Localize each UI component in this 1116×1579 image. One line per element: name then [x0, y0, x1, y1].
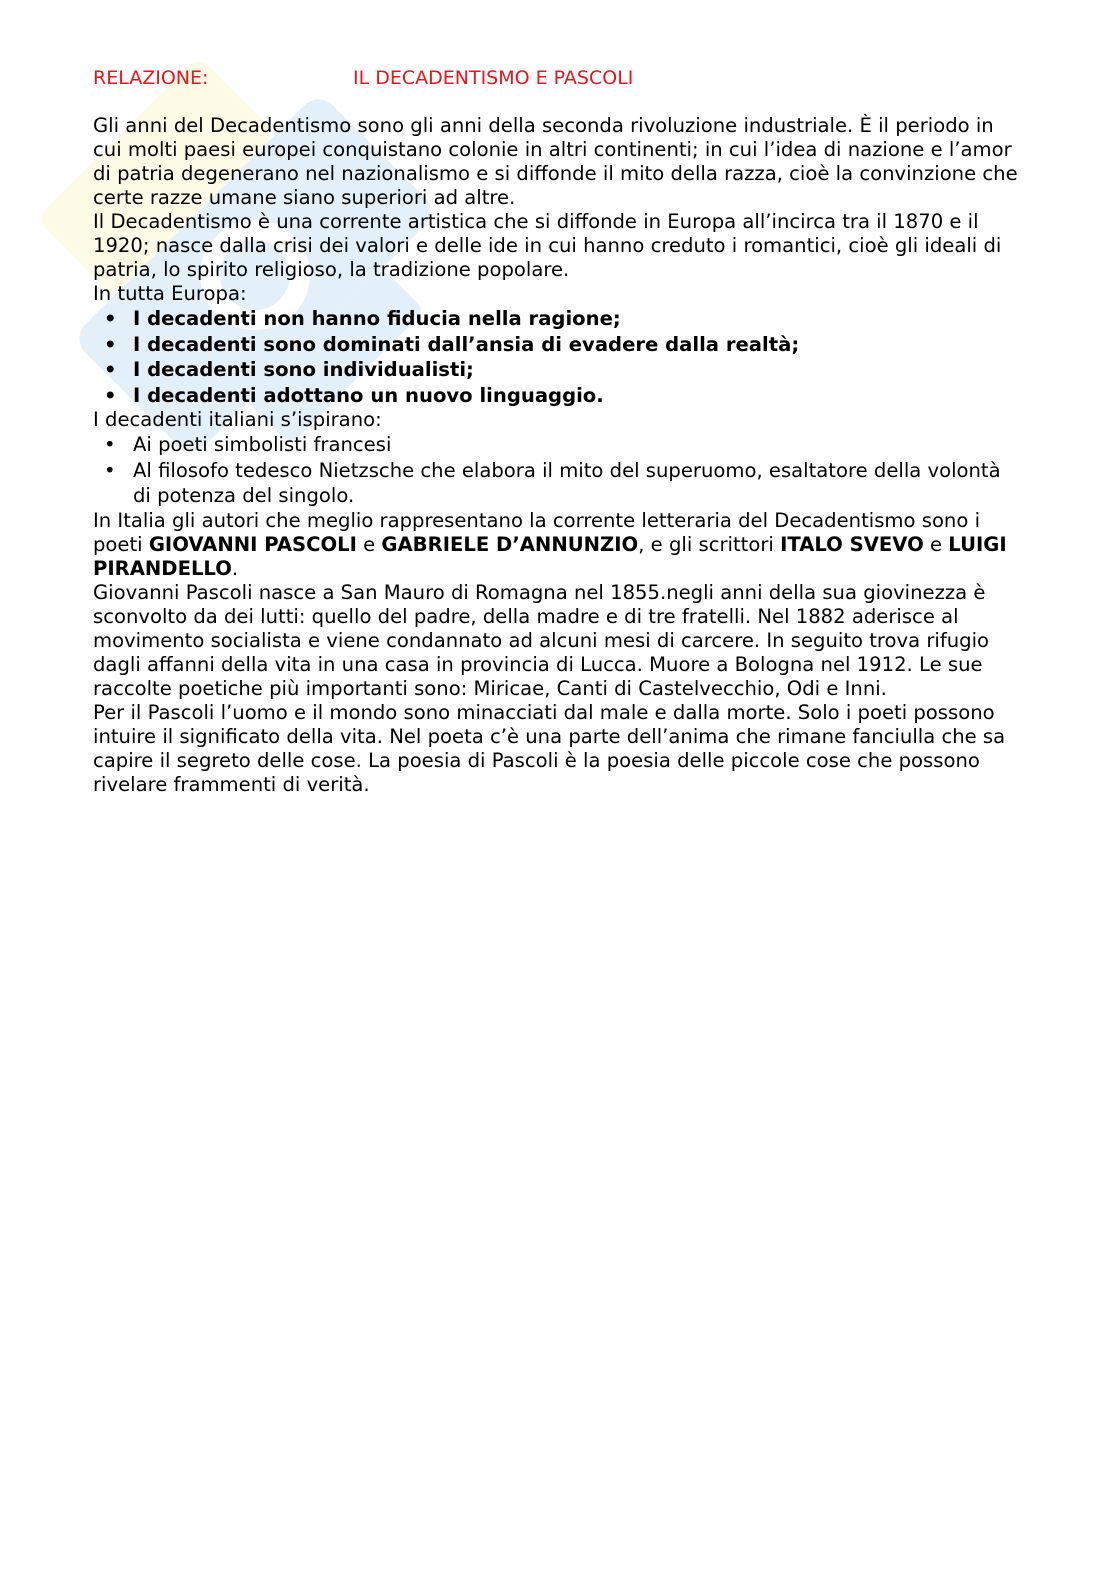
paragraph-pascoli-bio: Giovanni Pascoli nasce a San Mauro di Romagna nel 1855.negli anni della sua giovinezza è sconvolto da dei lutti: quello del padre, della madre e di tre fratelli. Nel 1882 aderisce al movimento socialista e viene condannato ad alcuni mesi di carcere. In seguito trova rifugio dagli affanni della vita in una casa in provincia di Lucca. Muore a Bologna nel 1912. Le sue raccolte poetiche più importanti sono: Miricae, Canti di Castelvecchio, Odi e Inni. — [93, 580, 990, 700]
list-italy-influences — [93, 432, 1023, 509]
text-span: In Italia gli autori che meglio rappresentano la corrente letteraria del Decadentismo sono i poeti — [93, 508, 981, 556]
list-item: • I decadenti adottano un nuovo linguaggio. — [93, 383, 1023, 409]
list-europe-traits — [93, 306, 1023, 408]
paragraph-italian-authors — [93, 509, 1023, 581]
list-item: • Al filosofo tedesco Nietzsche che elabora il mito del superuomo, esaltatore della volontà di potenza del singolo. — [93, 458, 1023, 509]
author-name: LUIGI PIRANDELLO — [93, 532, 1007, 580]
text-span: . — [231, 556, 239, 580]
list-item: • I decadenti non hanno fiducia nella ragione; — [93, 306, 1023, 332]
paragraph-europe-lead: In tutta Europa: — [93, 282, 247, 305]
text-span: e — [356, 532, 382, 556]
document-body — [93, 66, 1023, 797]
document-title: IL DECADENTISMO E PASCOLI — [353, 67, 634, 89]
paragraph-italy-lead: I decadenti italiani s’ispirano: — [93, 408, 382, 431]
paragraph-intro: Gli anni del Decadentismo sono gli anni della seconda rivoluzione industriale. È il periodo in cui molti paesi europei conquistano colonie in altri continenti; in cui l’idea di nazione e l’amor di patria degenerano nel nazionalismo e si diffonde il mito della razza, cioè la convinzione che certe razze umane siano superiori ad altre. — [93, 114, 1018, 209]
list-item: • I decadenti sono dominati dall’ansia di evadere dalla realtà; — [93, 332, 1023, 358]
document-header — [93, 66, 1023, 90]
header-label: RELAZIONE: — [93, 67, 209, 89]
paragraph-pascoli-poetics: Per il Pascoli l’uomo e il mondo sono minacciati dal male e dalla morte. Solo i poeti possono intuire il significato della vita. Nel poeta c’è una parte dell’anima che rimane fanciulla che sa capire il segreto delle cose. La poesia di Pascoli è la poesia delle piccole cose che possono rivelare frammenti di verità. — [93, 700, 1006, 796]
author-name: ITALO SVEVO — [780, 532, 924, 556]
author-name: GIOVANNI PASCOLI — [148, 532, 357, 556]
list-item: • Ai poeti simbolisti francesi — [93, 432, 1023, 458]
list-item: • I decadenti sono individualisti; — [93, 357, 1023, 383]
author-name: GABRIELE D’ANNUNZIO — [381, 532, 639, 556]
text-span: , e gli scrittori — [638, 532, 781, 556]
text-span: e — [923, 532, 949, 556]
paragraph-definition: Il Decadentismo è una corrente artistica che si diffonde in Europa all’incirca tra il 1870 e il 1920; nasce dalla crisi dei valori e delle ide in cui hanno creduto i romantici, cioè gli ideali di patria, lo spirito religioso, la tradizione popolare. — [93, 210, 1002, 281]
